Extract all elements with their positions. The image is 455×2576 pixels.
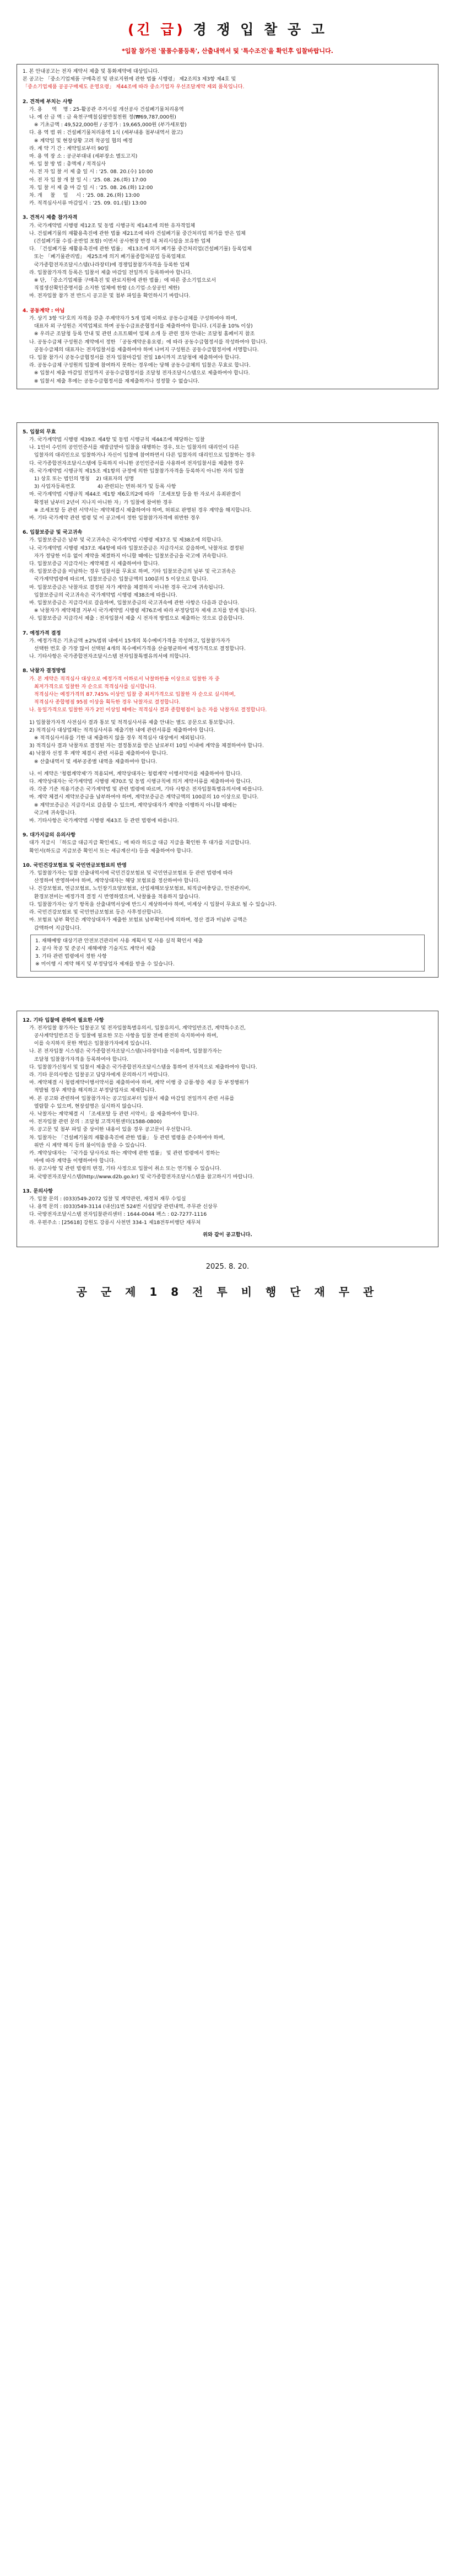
section-items (23, 222, 432, 300)
item-line: 공동수급체의 대표자는 전자입찰서를 제출하여야 하며 나머지 구성원은 공동수급협정서에 서명합니다. (29, 346, 259, 353)
item-line: 나. 기타사항은 국가종합전자조달시스템 전자입찰특별유의서에 의합니다. (29, 653, 191, 660)
section-heading: 4. 공동계약 : 아님 (23, 307, 65, 314)
item-line: ※ 계약일 및 현장상황 고려 착공일 협의 예정 (29, 137, 133, 144)
section-items (23, 675, 432, 715)
item-line: 바. 기타 국가계약 관련 법령 및 이 공고에서 정한 입찰참가자격에 위반한 경우 (29, 514, 201, 521)
notice-line-1: *입찰 참가전 '물품수품등록', 산출내역서 및 '특수조건'을 확인후 입찰바랍니다. (122, 47, 333, 55)
section-heading: 10. 국민건강보험료 및 국민연금보험료의 반영 (23, 862, 127, 868)
section-invalid (17, 422, 438, 978)
section-items (23, 770, 432, 825)
item-line: 차. 입찰자는 「건설폐기물의 재활용촉진에 관한 법률」 등 관련 법령을 준수하여야 하며, (29, 1134, 225, 1141)
item-line: ※ 적격심사서류를 기한 내 제출하지 않을 경우 적격심사 대상에서 제외됩니다. (29, 735, 206, 742)
section-items (23, 1195, 432, 1227)
item-line: 나. 예 산 금 액 : 금 육천구백칠십팔만칠천원 정(₩69,787,000원) (29, 114, 176, 121)
item-line: 바. 입찰보증금은 지급각서로 갈음하며, 입찰보증금의 국고귀속에 관한 사항은 다음과 같습니다. (29, 599, 240, 606)
item-line: 3) 적격심사 결과 낙찰자로 결정된 자는 결정통보를 받은 날로부터 10일 이내에 계약을 체결하여야 합니다. (29, 743, 264, 749)
item-line: 마. 입찰보증금은 낙찰자로 결정된 자가 계약을 체결하지 아니한 경우 국고에 귀속됩니다. (29, 584, 225, 591)
item-line: 카. 계약상대자는 「국가를 당사자로 하는 계약에 관한 법률」 및 관련 법령에서 정하는 (29, 1150, 220, 1156)
item-line: 국가계약법령에 따르며, 입찰보증금은 입찰금액의 100분의 5 이상으로 합니다. (29, 576, 208, 583)
item-line: 환경보전비는 예정가격 결정 시 반영하였으며, 낙찰률을 적용하지 않습니다. (29, 893, 201, 900)
item-line: ※ 입찰서 제출 후에는 공동수급협정서를 재제출하거나 정정할 수 없습니다. (29, 378, 200, 384)
item-line: 가. 입찰 문의 : (033)549-2072 입찰 및 계약관련, 재정처 재무 수입실 (29, 1195, 186, 1202)
item-line: 대표자 외 구성원은 지역업체로 하며 공동수급표준협정서를 제출하여야 합니다. (지분율 10% 이상) (29, 323, 253, 330)
item-line: 가. 용 역 명 : 25-활공관 주거시설 개선공사 건설폐기물처리용역 (29, 106, 184, 112)
item-line: 입찰보증금의 국고귀속은 국가계약법 시행령 제38조에 따릅니다. (29, 592, 177, 598)
closing-text: 위와 같이 공고합니다. (203, 1231, 252, 1238)
item-line: ※ 우리군 조달청 등록 안내 및 관련 소프트웨어 업체 소개 등 관련 절차 안내는 조달청 홈페이지 참조 (29, 331, 255, 337)
item-line: 라. 입찰참가자격 등록은 입찰서 제출 마감일 전일까지 등록하여야 합니다. (29, 269, 192, 276)
item-line: 마. 계약 체결시 계약보증금을 납부하여야 하며, 계약보증금은 계약금액의 100분의 10 이상으로 합니다. (29, 794, 259, 801)
section-heading: 13. 문의사항 (23, 1188, 53, 1194)
item-line: 사. 입찰보증금 지급각서 제출 : 전자입찰서 제출 시 전자적 방법으로 제출하는 것으로 갈음합니다. (29, 615, 245, 622)
item-line: 1) 상호 또는 법인의 명칭 2) 대표자의 성명 (29, 475, 134, 482)
page-title (17, 0, 438, 39)
item-line: 라. 기타 문의사항은 입찰공고 담당자에게 문의하시기 바랍니다. (29, 1071, 170, 1078)
intro-line: 1. 본 안내공고는 전자 계약서 제출 및 통화계약에 대상입니다. (23, 68, 160, 74)
item-line: 차. 개 찰 일 시 : '25. 08. 26.(화) 13:00 (29, 192, 140, 199)
item-line: 타. 공고사항 및 관련 법령의 변경, 기타 사정으로 입찰이 취소 또는 연기될 수 있습니다. (29, 1166, 221, 1172)
item-line: 가. 입찰보증금은 납부 및 국고귀속은 국가계약법 시행령 제37조 및 제38조에 의합니다. (29, 537, 223, 544)
item-line: 국고에 귀속합니다. (29, 809, 77, 816)
section-items (23, 870, 432, 932)
item-line: 라. 국가계약법 시행규칙 제15조 제1항의 규정에 의한 입찰참가자격을 등록하지 아니한 자의 입찰 (29, 468, 244, 474)
item-line: 국가종합전자조달시스템(나라장터)에 경쟁입찰참가자격을 등록한 업체 (29, 261, 189, 268)
item-line: 가. 국가계약법 시행령 제12조 및 동법 시행규칙 제14조에 의한 유자격업체 (29, 222, 196, 229)
item-line: ※ 미이행 시 계약 해지 및 부정당업자 제재를 받을 수 있습니다. (35, 961, 175, 968)
section-items (23, 315, 432, 385)
item-line: 선택한 번호 중 가장 많이 선택된 4개의 복수예비가격을 산술평균하여 예정가격으로 결정합니다. (29, 646, 246, 652)
item-line: 다. 국가종합전자조달시스템에 등록하지 아니한 공인인증서를 사용하여 전자입찰서를 제출한 경우 (29, 460, 245, 466)
item-line: 최저가격으로 입찰한 자 순으로 적격심사를 실시합니다. (29, 683, 156, 690)
item-line: 다. 국방전자조달시스템 전자입찰관리센터 : 1644-0044 팩스 : 02-7277-1116 (29, 1211, 207, 1218)
item-line: 나. 이 계약은 '청렴계약제'가 적용되며, 계약상대자는 청렴계약 이행서약서를 제출하여야 합니다. (29, 770, 242, 777)
title-main: 경 쟁 입 찰 공 고 (185, 22, 327, 37)
issue-date: 2025. 8. 20. (205, 1263, 250, 1271)
section-heading: 6. 입찰보증금 및 국고귀속 (23, 529, 83, 536)
item-line: 나. 국가계약법 시행령 제37조 제4항에 따라 입찰보증금은 지급각서로 갈음하며, 낙찰자로 결정된 (29, 545, 244, 551)
section-items (23, 106, 432, 208)
inner-box (30, 935, 425, 972)
item-line: 다. 입찰 참가시 공동수급협정서를 전자 입찰마감일 전일 18시까지 조달청에 제출하여야 합니다. (29, 354, 241, 361)
item-line: 1. 재해예방 대상기관 안전보건관리비 사용 계획서 및 사용 실적 확인서 제출 (35, 937, 203, 944)
item-line: 나. 공동수급체 구성원은 계약에서 정한 「공동계약운용요령」에 따라 공동수급협정서를 작성하여야 합니다. (29, 339, 268, 345)
item-line: 아. 전 자 입 찰 개 찰 일 시 : '25. 08. 26.(화) 17:00 (29, 176, 147, 183)
item-line: 직접생산확인증명서를 소지한 업체에 한함 (소기업·소상공인 제한) (29, 285, 180, 292)
section-heading: 5. 입찰의 무효 (23, 428, 56, 435)
item-line: 가. 본 계약은 적격심사 대상으로 예정가격 이하로서 낙찰하한율 이상으로 입찰한 자 중 (29, 675, 220, 682)
item-line: 바. 입 찰 방 법 : 총액제 / 적격심사 (29, 161, 106, 168)
item-line: 마. 보험료 납부 확인은 계약상대자가 제출한 보험료 납부확인서에 의하며, 정산 결과 미납부 금액은 (29, 917, 247, 924)
section-heading: 12. 기타 입찰에 관하여 필요한 사항 (23, 1017, 104, 1023)
item-line: 다. 용 역 범 위 : 건설폐기물처리용역 1식 (세부내용 첨부내역서 참고) (29, 130, 183, 136)
item-line: 산정하여 반영하여야 하며, 계약상대자는 해당 보험료를 정산하여야 합니다. (29, 878, 201, 884)
item-line: 적격심사 종합평점 95점 이상을 획득한 경우 낙찰자로 결정합니다. (29, 699, 181, 706)
item-line: ※ 기초금액 : 49,522,000원 / 공정가 : 19,665,000원 (부가세포함) (29, 122, 187, 128)
item-line: 나. 본 전자입찰 시스템은 국가종합전자조달시스템(나라장터)을 이용하며, 입찰참가자는 (29, 1048, 223, 1055)
item-line: 확정된 날부터 2년이 지나지 아니한 자」가 입찰에 참여한 경우 (29, 499, 173, 506)
section-heading: 3. 견적시 제출 참가자격 (23, 214, 78, 221)
item-line: 3) 사업자등록번호 4) 관련되는 면허·허가 및 등록 사항 (29, 484, 176, 490)
issuing-org: 공 군 제 1 8 전 투 비 행 단 재 무 관 (76, 1285, 379, 1298)
item-line: 1) 입찰참가자격 사전심사 결과 통보 및 적격심사서류 제출 안내는 별도 공문으로 통보합니다. (29, 719, 235, 726)
item-line: 나. 건강보험료, 연금보험료, 노인장기요양보험료, 산업재해보상보험료, 퇴직급여충당금, 안전관리비, (29, 886, 251, 892)
item-line: 열람할 수 있으며, 현장설명은 실시하지 않습니다. (29, 1103, 143, 1109)
item-line: ※ 단, 「중소기업제품 구매촉진 및 판로지원에 관한 법률」에 따른 중소기업으로서 (29, 277, 216, 284)
item-line: 감액하여 지급합니다. (29, 925, 82, 931)
item-line: 조달청 입찰참가자격을 등록하여야 합니다. (29, 1056, 129, 1062)
item-line: ※ 계약보증금은 지급각서로 갈음할 수 있으며, 계약상대자가 계약을 이행하지 아니할 때에는 (29, 802, 237, 808)
item-line: 라. 우편주소 : [25618] 강원도 강릉시 사천면 334-1 제18전투비행단 재무처 (29, 1219, 201, 1226)
item-line: 아. 전자입찰 관련 문의 : 조달청 고객지원센터(1588-0800) (29, 1119, 162, 1125)
item-line: 확인서(하도급 지급보증 확인서 또는 세금계산서) 등을 제출하여야 합니다. (29, 847, 193, 854)
title-prefix: (긴 급) (128, 22, 186, 37)
item-line: 나. 용역 문의 : (033)549-3114 (내선)1번 524번 시설담당 관련내역, 주무관 신상무 (29, 1204, 218, 1210)
section-items (23, 637, 432, 661)
item-line: 공사계약일반조건 등 입찰에 필요한 모든 사항을 입찰 전에 완전히 숙지하여야 하며, (29, 1032, 218, 1039)
item-line: 라. 계 약 기 간 : 계약일로부터 90일 (29, 145, 109, 152)
item-line: 나. 동일가격으로 입찰한 자가 2인 이상일 때에는 적격심사 결과 종합평점이 높은 자를 낙찰자로 결정합니다. (29, 707, 267, 713)
item-line: ※ 산출내역서 및 세부공종별 내역을 제출하여야 합니다. (29, 758, 158, 765)
item-line: 다. 입찰보증금 지급각서는 계약체결 시 제출하여야 합니다. (29, 560, 160, 567)
section-items (23, 1024, 432, 1181)
item-line: 파. 국방전자조달시스템(http://www.d2b.go.kr) 및 국가종합전자조달시스템을 참고하시기 바랍니다. (29, 1173, 254, 1180)
intro-line: 「중소기업제품 공공구매제도 운영요령」 제44조에 따라 중소기업자 우선조달계약 제외 품목입니다. (23, 84, 245, 90)
item-line: (건설폐기물 수집·운반업 포함) 이면서 공사현장 반경 내 처리시설을 보유한 업체 (29, 238, 211, 245)
item-line: 자. 입 찰 서 제 출 마 감 일 시 : '25. 08. 26.(화) 12:00 (29, 184, 153, 191)
item-line: 3. 기타 관련 법령에서 정한 사항 (35, 953, 107, 960)
item-line: 바. 기타사항은 국가계약법 시행령 제43조 등 관련 법령에 따릅니다. (29, 818, 179, 824)
section-items (23, 536, 432, 622)
section-heading: 9. 대가지급의 유의사항 (23, 832, 76, 839)
item-line: ※ 입찰서 제출 마감일 전일까지 공동수급협정서를 조달청 전자조달시스템으로 제출하여야 합니다. (29, 370, 250, 377)
item-line: ※ 낙찰자가 계약체결 거부시 국가계약법 시행령 제76조에 따라 부정당업자 제재 조치를 받게 됩니다. (29, 608, 257, 614)
section-heading: 2. 견적에 부치는 사항 (23, 98, 73, 105)
item-line: 다. 계약상대자는 국가계약법 시행령 제70조 및 동법 시행규칙에 의거 계약서류를 제출하여야 합니다. (29, 779, 252, 785)
item-line: 다. 입찰참가신청서 및 입찰서 제출은 국가종합전자조달시스템을 통하여 전자적으로 제출하여야 합니다. (29, 1064, 257, 1070)
item-line: 자. 공고문 및 첨부 파일 중 상이한 내용이 있을 경우 공고문이 우선합니다. (29, 1126, 192, 1133)
item-line: 자가 정당한 이유 없이 계약을 체결하지 아니할 때에는 입찰보증금을 국고에 귀속합니다. (29, 552, 228, 559)
item-line: 바에 따라 계약을 이행하여야 합니다. (29, 1158, 116, 1164)
item-line: 적격심사는 예정가격의 87.745% 이상인 입찰 중 최저가격으로 입찰한 자 순으로 실시하며, (29, 691, 236, 698)
section-intro (17, 64, 438, 389)
item-line: 가. 입찰참가자는 입찰 산출내역서에 국민건강보험료 및 국민연금보험료 등 관련 법령에 따라 (29, 870, 233, 877)
item-line: 마. 계약체결 시 청렴계약이행서약서를 제출하여야 하며, 계약 이행 중 금품·향응 제공 등 부정행위가 (29, 1080, 249, 1086)
item-line: 라. 입찰보증금을 미납하는 경우 입찰서를 무효로 하며, 기타 입찰보증금의 납부 및 국고귀속은 (29, 568, 236, 575)
item-line: 또는 「폐기물관리법」 제25조에 의거 폐기물종합처분업 등록업체로 (29, 254, 186, 260)
section-items (23, 719, 432, 766)
item-line: 나. 건설폐기물의 재활용촉진에 관한 법률 제21조에 따라 건설폐기물 중간처리업 허가를 받은 업체 (29, 230, 246, 237)
notice-banner (17, 46, 438, 55)
item-line: 카. 적격심사서류 마감일시 : '25. 09. 01.(월) 13:00 (29, 200, 147, 207)
section-items (23, 436, 432, 522)
item-line: 바. 본 공고와 관련하여 입찰참가자는 공고일로부터 입찰서 제출 마감일 전일까지 관련 서류를 (29, 1095, 235, 1102)
item-line: 마. 국가계약법 시행규칙 제44조 제1항 제6호의2에 따라 「조세포탈 등을 한 자로서 유죄판결이 (29, 491, 241, 498)
item-line: 대가 지급시 「하도급 대금지급 확인제도」에 따라 하도급 대금 지급을 확인한 후 대가를 지급합니다. (29, 840, 251, 846)
section-items (23, 839, 432, 855)
item-line: 라. 공동수급체 구성원의 입찰에 참여하지 못하는 경우에는 당해 공동수급체의 입찰은 무효로 합니다. (29, 362, 251, 369)
section-heading: 7. 예정가격 결정 (23, 630, 61, 636)
item-line: 마. 용 역 장 소 : 공군부대내 (세부장소 별도고지) (29, 153, 138, 160)
item-line: 2. 공사 착공 및 준공시 재해예방 기술지도 계약서 제출 (35, 945, 156, 952)
item-line: 사. 낙찰자는 계약체결 시 「조세포탈 등 관련 서약서」를 제출하여야 합니다. (29, 1110, 199, 1117)
item-line: 라. 각종 기준 적용기준은 국가계약법 및 관련 법령에 따르며, 기타 사항은 전자입찰특별유의서에 따릅니다. (29, 786, 264, 793)
item-line: 가. 전자입찰 참가자는 입찰공고 및 전자입찰특별유의서, 입찰유의서, 계약일반조건, 계약특수조건, (29, 1024, 246, 1031)
item-line: 이를 숙지하지 못한 책임은 입찰참가자에게 있습니다. (29, 1040, 151, 1047)
item-line: 라. 국민건강보험료 및 국민연금보험료 등은 사후정산합니다. (29, 909, 163, 916)
item-line: 나. 1인이 수인의 공인인증서를 재발급받아 입찰을 대행하는 경우, 또는 입찰자의 대리인이 다른 (29, 444, 240, 451)
item-line: ※ 조세포탈 등 관련 서약서는 계약체결시 제출하여야 하며, 허위로 판명된 경우 계약을 해지합니다. (29, 507, 252, 513)
item-line: 다. 입찰참가자는 상기 항목을 산출내역서상에 반드시 계상하여야 하며, 미계상 시 입찰이 무효로 될 수 있습니다. (29, 901, 277, 908)
intro-line: 본 공고는 「중소기업제품 구매촉진 및 판로지원에 관한 법률 시행령」 제2조의3 제3항 제4호 및 (23, 76, 236, 83)
item-line: 가. 상기 3항 '다'호의 자격을 갖춘 주계약자가 5개 업체 이하로 공동수급체를 구성하여야 하며, (29, 315, 237, 321)
section-misc (17, 1011, 438, 1247)
section-heading: 8. 낙찰자 결정방법 (23, 668, 66, 674)
item-line: 다. 「건설폐기물 재활용촉진에 관한 법률」 제13조에 의거 폐기물 중간처리업(건설폐기물) 등록업체 (29, 246, 252, 253)
item-line: 가. 국가계약법 시행령 제39조 제4항 및 동법 시행규칙 제44조에 해당하는 입찰 (29, 436, 205, 443)
item-line: 4) 낙찰자 선정 후 계약 체결시 관련 서류를 제출하여야 합니다. (29, 750, 168, 757)
item-line: 마. 전자입찰 참가 전 반드시 공고문 및 첨부 파일을 확인하시기 바랍니다. (29, 293, 191, 299)
item-line: 위반 시 계약 해지 등의 불이익을 받을 수 있습니다. (29, 1142, 147, 1149)
item-line: 2) 적격심사 대상업체는 적격심사서류 제출기한 내에 관련서류를 제출하여야 합니다. (29, 727, 215, 733)
item-line: 사. 전 자 입 찰 서 제 출 일 시 : '25. 08. 20.(수) 10:00 (29, 169, 153, 175)
item-line: 가. 예정가격은 기초금액 ±2%범위 내에서 15개의 복수예비가격을 작성하고, 입찰참가자가 (29, 637, 230, 644)
item-line: 입찰자의 대리인으로 입찰하거나 자신이 입찰에 참여하면서 다른 입찰자의 대리인으로 입찰하는 경우 (29, 452, 256, 459)
item-line: 적발될 경우 계약을 해지하고 부정당업자로 제재합니다. (29, 1087, 156, 1094)
